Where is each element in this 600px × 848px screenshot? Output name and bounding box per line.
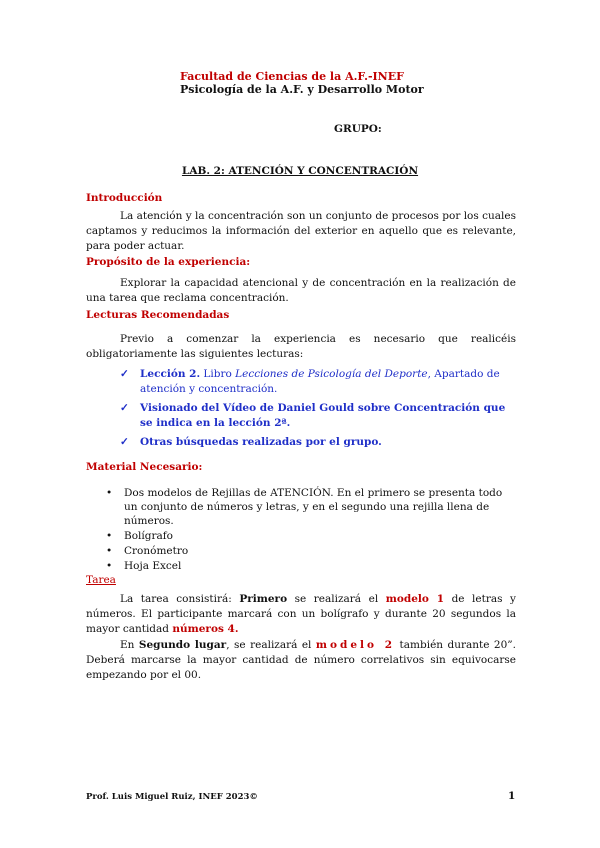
check-icon: ✓ — [120, 436, 129, 448]
reading-item-lesson — [120, 367, 520, 397]
purpose-heading: Propósito de la experiencia: — [86, 256, 251, 268]
bullet-icon: • — [106, 545, 113, 557]
readings-list — [120, 367, 520, 450]
intro-paragraph — [86, 209, 516, 254]
footer-credit: Prof. Luis Miguel Ruiz, INEF 2023© — [86, 792, 258, 802]
purpose-paragraph — [86, 276, 516, 306]
readings-text: Previo a comenzar la experiencia es necesario que realicéis obligatoriamente las siguientes lecturas: — [86, 333, 516, 360]
lesson-ref: Lección 2. — [140, 368, 201, 380]
page-number: 1 — [508, 790, 516, 802]
book-section: , Apartado de atención y concentración. — [140, 368, 500, 395]
bullet-icon: • — [106, 530, 113, 542]
task-heading: Tarea — [86, 574, 116, 586]
purpose-text: Explorar la capacidad atencional y de concentración en la realización de una tarea que reclama concentración. — [86, 277, 516, 304]
readings-paragraph — [86, 332, 516, 362]
bullet-icon: • — [106, 560, 113, 572]
document-title: LAB. 2: ATENCIÓN Y CONCENTRACIÓN — [181, 165, 419, 177]
intro-text: La atención y la concentración son un conjunto de procesos por los cuales captamos y reducimos la información del exterior en aquello que es relevante, para poder actuar. — [86, 210, 516, 252]
materials-heading: Material Necesario: — [86, 461, 203, 473]
book-prefix: Libro — [200, 368, 236, 380]
material-item: • Cronómetro — [106, 545, 189, 557]
reading-item-search — [120, 435, 520, 450]
material-item: • Bolígrafo — [106, 530, 173, 542]
material-item: • Dos modelos de Rejillas de ATENCIÓN. En el primero se presenta todo un conjunto de números y letras, y en el segundo una rejilla llena de números. — [106, 487, 503, 527]
readings-heading: Lecturas Recomendadas — [86, 309, 230, 321]
course-name: Psicología de la A.F. y Desarrollo Motor — [180, 83, 424, 96]
check-icon: ✓ — [120, 368, 129, 380]
book-title: Lecciones de Psicología del Deporte — [235, 368, 428, 380]
check-icon: ✓ — [120, 402, 129, 414]
bullet-icon: • — [106, 487, 113, 499]
faculty-name: Facultad de Ciencias de la A.F.-INEF — [180, 70, 404, 83]
group-label: GRUPO: — [334, 123, 382, 135]
reading-item-video — [120, 401, 520, 431]
task-paragraph-2: En Segundo lugar, se realizará el modelo 2 también durante 20”. Deberá marcarse la mayor cantidad de número correlativos sin equivocarse empezando por el 00. — [86, 639, 517, 681]
task-paragraph-1: La tarea consistirá: Primero se realizará el modelo 1 de letras y números. El participante marcará con un bolígrafo y durante 20 segundos la mayor cantidad números 4. — [86, 593, 516, 635]
materials-list — [104, 486, 518, 573]
search-text: Otras búsquedas realizadas por el grupo. — [140, 436, 382, 448]
video-text: Visionado del Vídeo de Daniel Gould sobre Concentración que se indica en la lección 2ª. — [140, 402, 506, 429]
intro-heading: Introducción — [86, 192, 163, 204]
material-item: • Hoja Excel — [106, 560, 182, 572]
